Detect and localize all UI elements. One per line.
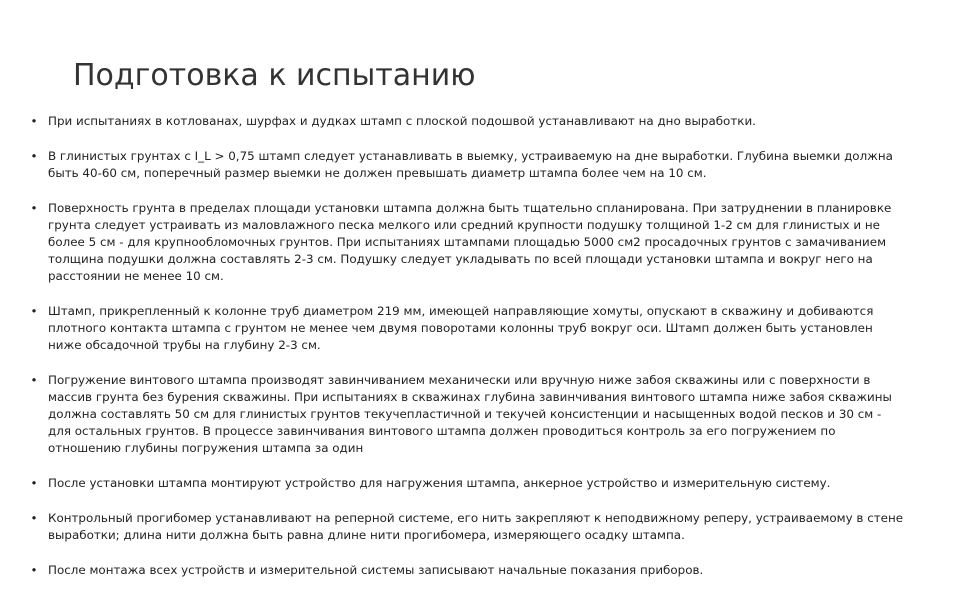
bullet-dot-icon: •: [30, 476, 38, 490]
bullet-text: После установки штампа монтируют устройство для нагружения штампа, анкерное устройство и измерительную систему.: [48, 476, 831, 490]
bullet-list: [28, 113, 908, 597]
bullet-text: Поверхность грунта в пределах площади установки штампа должна быть тщательно спланирована. При затруднении в планировке грунта следует устраивать из маловлажного песка мелкого или средний крупности подушку толщиной 1-2 см для глинистых и не более 5 см - для крупнообломочных грунтов. При испытаниях штампами площадью 5000 см2 просадочных грунтов с замачиванием толщина подушки должна составлять 2-3 см. Подушку следует укладывать по всей площади установки штампа и вокруг него на расстоянии не менее 10 см.: [48, 201, 892, 283]
bullet-item: [28, 475, 908, 492]
bullet-item: [28, 562, 908, 579]
bullet-item: [28, 148, 908, 182]
bullet-text: После монтажа всех устройств и измерительной системы записывают начальные показания приборов.: [48, 563, 704, 577]
bullet-text: Контрольный прогибомер устанавливают на реперной системе, его нить закрепляют к неподвижному реперу, устраиваемому в стене выработки; длина нити должна быть равна длине нити прогибомера, измеряющего осадку штампа.: [48, 511, 904, 542]
bullet-item: [28, 372, 908, 457]
bullet-text: При испытаниях в котлованах, шурфах и дудках штамп с плоской подошвой устанавливают на дно выработки.: [48, 114, 756, 128]
bullet-dot-icon: •: [30, 511, 38, 525]
bullet-text: Погружение винтового штампа производят завинчиванием механически или вручную ниже забоя скважины или с поверхности в массив грунта без бурения скважины. При испытаниях в скважинах глубина завинчивания винтового штампа ниже забоя скважины должна составлять 50 см для глинистых грунтов текучепластичной и текучей консистенции и насыщенных водой песков и 30 см - для остальных грунтов. В процессе завинчивания винтового штампа должен проводиться контроль за его погружением по отношению глубины погружения штампа за один: [48, 373, 892, 455]
bullet-text: В глинистых грунтах с I_L > 0,75 штамп следует устанавливать в выемку, устраиваемую на дне выработки. Глубина выемки должна быть 40-60 см, поперечный размер выемки не должен превышать диаметр штампа более чем на 10 см.: [48, 149, 893, 180]
bullet-item: [28, 113, 908, 130]
bullet-dot-icon: •: [30, 304, 38, 318]
bullet-dot-icon: •: [30, 149, 38, 163]
bullet-dot-icon: •: [30, 201, 38, 215]
bullet-dot-icon: •: [30, 373, 38, 387]
bullet-item: [28, 303, 908, 354]
bullet-item: [28, 510, 908, 544]
bullet-text: Штамп, прикрепленный к колонне труб диаметром 219 мм, имеющей направляющие хомуты, опускают в скважину и добиваются плотного контакта штампа с грунтом не менее чем двумя поворотами колонны труб вокруг оси. Штамп должен быть установлен ниже обсадочной трубы на глубину 2-3 см.: [48, 304, 874, 352]
bullet-dot-icon: •: [30, 563, 38, 577]
bullet-dot-icon: •: [30, 114, 38, 128]
slide-title: Подготовка к испытанию: [73, 58, 476, 93]
bullet-item: [28, 200, 908, 285]
